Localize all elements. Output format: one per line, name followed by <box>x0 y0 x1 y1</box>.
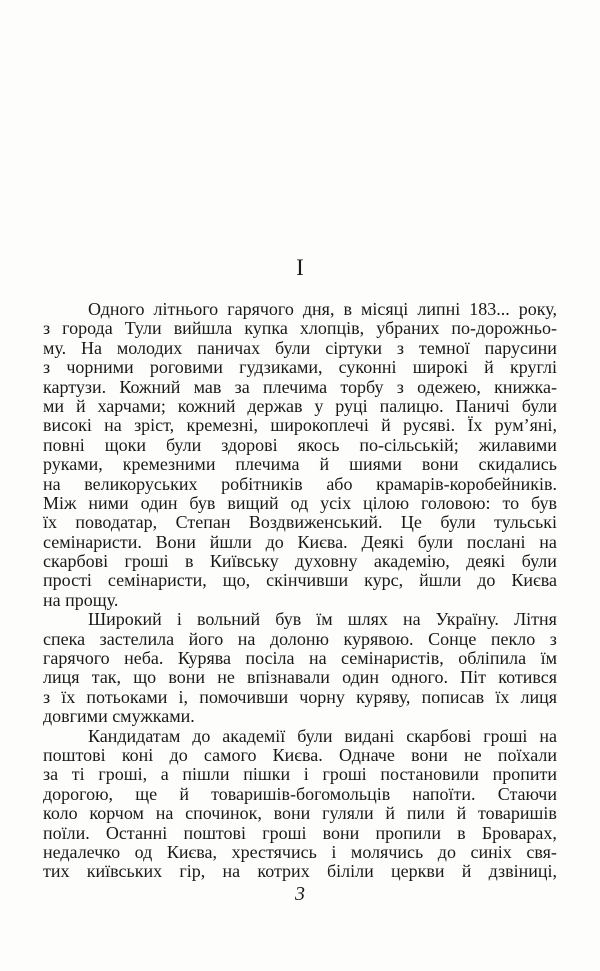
word: Кожний <box>119 376 181 397</box>
word: круглі <box>509 357 557 378</box>
text-line <box>43 668 557 687</box>
word: здорові <box>221 434 278 455</box>
text-line <box>43 843 557 862</box>
word: семінаристи, <box>107 570 207 591</box>
word: вони <box>421 454 459 475</box>
text-line <box>43 300 557 319</box>
word: до <box>477 570 496 591</box>
word: дорогою, <box>43 783 114 804</box>
word: поштові <box>183 822 247 843</box>
word: з <box>549 628 557 649</box>
word: один <box>140 492 178 513</box>
word: Кандидатам <box>88 725 181 746</box>
word: гуляли <box>322 803 374 824</box>
word: поштові <box>43 744 106 765</box>
word: на <box>237 628 256 649</box>
word: шлях <box>347 609 388 630</box>
word: академії <box>222 725 286 746</box>
word: місяці <box>361 299 409 319</box>
text-line <box>43 378 557 397</box>
word: руці <box>335 395 368 416</box>
text-line <box>43 862 557 881</box>
word: до <box>169 744 188 765</box>
word: чорними <box>66 357 134 378</box>
word: на <box>222 861 241 882</box>
text-line <box>43 824 557 843</box>
word: Воздвиженський. <box>248 512 383 533</box>
word: київських <box>86 861 163 882</box>
word: а <box>160 764 169 785</box>
word: палицю. <box>379 395 444 416</box>
word: ми <box>43 395 65 416</box>
word: вищий <box>227 492 279 513</box>
word: в <box>457 822 466 843</box>
word: кожний <box>177 395 236 416</box>
word: не <box>217 667 235 688</box>
word: На <box>80 337 102 358</box>
word: Піт <box>460 667 487 688</box>
word: книжка- <box>494 376 557 397</box>
word: гудзиками, <box>239 357 323 378</box>
word: пекло <box>490 628 536 649</box>
word: деякі <box>466 551 506 572</box>
word: ними <box>88 492 129 513</box>
word: зріст, <box>134 415 175 436</box>
word: у <box>314 395 324 416</box>
word: Стаючи <box>497 783 557 804</box>
word: постановили <box>380 764 479 785</box>
word: од <box>134 841 153 862</box>
text-line <box>43 475 557 494</box>
word: картузи. <box>43 376 107 397</box>
word: широкі <box>412 357 468 378</box>
word: лиця <box>43 667 80 688</box>
word: високі <box>43 415 92 436</box>
word: пили <box>406 803 445 824</box>
word: скидались <box>478 454 557 475</box>
word: були <box>275 337 311 358</box>
word: пропити <box>492 764 557 785</box>
word: держав <box>247 395 303 416</box>
word: спочинок, <box>185 803 262 824</box>
word: посіла <box>245 648 295 669</box>
word: був <box>275 609 302 630</box>
text-line <box>43 785 557 804</box>
word: й <box>461 861 472 882</box>
word: потьоками <box>86 686 168 707</box>
word: повні <box>43 434 85 455</box>
word: один <box>342 667 380 688</box>
word: так, <box>91 667 122 688</box>
word: прості <box>43 570 92 591</box>
word: йшли <box>419 570 462 591</box>
word: були <box>440 512 476 533</box>
word: гір, <box>179 861 206 882</box>
word: на <box>308 648 327 669</box>
word: скінчивши <box>266 570 349 591</box>
word: по-дорожньо- <box>451 318 557 339</box>
chapter-heading: I <box>296 255 304 280</box>
word: й <box>381 415 391 436</box>
word: темної <box>418 337 470 358</box>
word: їх <box>43 512 58 533</box>
word: плечима <box>262 376 328 397</box>
word: до <box>192 725 211 746</box>
word: дня, <box>302 299 335 319</box>
word: на <box>539 725 557 746</box>
word: свя- <box>526 841 557 862</box>
word: були <box>165 434 202 455</box>
word: вольний <box>196 609 261 630</box>
word: і <box>176 609 182 630</box>
word: академію, <box>373 551 450 572</box>
word: русяві. <box>403 415 456 436</box>
word: скарбові <box>406 725 472 746</box>
word: або <box>326 473 353 494</box>
word: куряву, <box>356 686 411 707</box>
word: гарячого <box>227 299 294 319</box>
word: на <box>104 415 122 436</box>
word: що, <box>222 570 251 591</box>
text-line <box>43 533 557 552</box>
word: крамарів-коробейників. <box>376 473 557 494</box>
word: й <box>179 783 189 804</box>
word: біліли <box>326 861 374 882</box>
word: не <box>463 744 482 765</box>
text-line <box>43 804 557 823</box>
text-line <box>43 416 557 435</box>
word: Одного <box>88 299 145 319</box>
word: спека <box>43 628 86 649</box>
word: в <box>343 299 352 319</box>
word: до <box>437 841 456 862</box>
word: головою: <box>421 492 491 513</box>
word: шиями <box>349 454 402 475</box>
word: Києва, <box>166 841 217 862</box>
word: молячись <box>350 841 424 862</box>
word: їм <box>540 648 557 669</box>
word: сіртуки <box>325 337 382 358</box>
word: плечима <box>235 454 300 475</box>
word: його <box>188 628 224 649</box>
word: Україну. <box>435 609 499 630</box>
text-line <box>43 688 557 707</box>
word: їм <box>316 609 333 630</box>
word: лиця <box>520 686 557 707</box>
text-line <box>43 727 557 746</box>
word: Між <box>43 492 77 513</box>
text-line <box>43 552 557 571</box>
word: семінаристи. <box>43 531 142 552</box>
word: на <box>402 609 421 630</box>
word: Степан <box>175 512 231 533</box>
word: цілою <box>363 492 410 513</box>
word: пішки <box>243 764 291 785</box>
word: пропили <box>375 822 441 843</box>
text-line <box>43 436 557 455</box>
word: липні <box>417 299 461 319</box>
word: обліпила <box>458 648 527 669</box>
word: що <box>133 667 157 688</box>
word: за <box>234 376 250 397</box>
word: поводатар, <box>75 512 158 533</box>
word: Паничі <box>455 395 510 416</box>
word: курс, <box>364 570 404 591</box>
word: пописав <box>421 686 485 707</box>
word: був <box>189 492 216 513</box>
word: рум’яні, <box>494 415 557 436</box>
word: неба. <box>124 648 164 669</box>
word: скарбові <box>43 551 109 572</box>
word: з <box>396 376 404 397</box>
word: коло <box>43 803 78 824</box>
word: напоїти. <box>412 783 476 804</box>
word: Броварах, <box>481 822 557 843</box>
word: купка <box>244 318 288 339</box>
word: в <box>185 551 194 572</box>
word: з <box>396 337 404 358</box>
word: одежею, <box>417 376 481 397</box>
word: був <box>531 492 557 513</box>
word: церкви <box>390 861 445 882</box>
word: й <box>385 803 396 824</box>
word: котився <box>498 667 557 688</box>
word: хрестячись <box>231 841 317 862</box>
text-line <box>43 339 557 358</box>
word: поїхали <box>497 744 557 765</box>
word: роговими <box>149 357 223 378</box>
word: помочивши <box>199 686 289 707</box>
word: вони <box>322 822 360 843</box>
word: з <box>43 357 51 378</box>
word: Курява <box>177 648 232 669</box>
word: Одначе <box>339 744 395 765</box>
text-line: на прощу. <box>43 589 119 610</box>
text-line <box>43 397 557 416</box>
word: з <box>43 686 51 707</box>
word: якось <box>297 434 340 455</box>
word: Це <box>400 512 422 533</box>
word: гроші <box>262 822 307 843</box>
word: з <box>43 318 51 339</box>
word: Тули <box>124 318 162 339</box>
word: товаришів-богомольців <box>211 783 391 804</box>
word: на <box>43 473 61 494</box>
word: самого <box>203 744 257 765</box>
word: пішли <box>182 764 230 785</box>
word: гроші <box>124 551 169 572</box>
text-line <box>43 765 557 784</box>
word: гроші, <box>98 764 148 785</box>
word: літнього <box>153 299 219 319</box>
word: недалечко <box>43 841 121 862</box>
word: руками, <box>43 454 103 475</box>
word: їх <box>495 686 510 707</box>
word: корчом <box>89 803 144 824</box>
word: щоки <box>104 434 146 455</box>
word: котрих <box>257 861 310 882</box>
word: мав <box>193 376 222 397</box>
word: впізнавали <box>247 667 330 688</box>
word: і, <box>178 686 189 707</box>
word: одного. <box>391 667 448 688</box>
text-line: довгими смужками. <box>43 706 195 727</box>
text-line <box>43 610 557 629</box>
word: були <box>297 725 333 746</box>
word: за <box>43 764 59 785</box>
word: семінаристів, <box>341 648 444 669</box>
word: 183... <box>469 299 510 319</box>
word: були <box>521 551 557 572</box>
word: молодих <box>116 337 183 358</box>
word: усіх <box>320 492 352 513</box>
word: суконні <box>338 357 397 378</box>
word: і <box>303 764 309 785</box>
text-line <box>43 746 557 765</box>
text-line <box>43 455 557 474</box>
word: на <box>155 803 174 824</box>
text-line <box>43 494 557 513</box>
word: торбу <box>340 376 384 397</box>
word: Києва. <box>297 531 348 552</box>
word: жилавими <box>478 434 557 455</box>
word: товаришів <box>478 803 557 824</box>
word: послані <box>466 531 526 552</box>
word: вони <box>273 803 311 824</box>
word: видані <box>344 725 395 746</box>
word: ті <box>71 764 85 785</box>
word: дзвіниці, <box>488 861 557 882</box>
word: поїли. <box>43 822 90 843</box>
word: духовну <box>294 551 358 572</box>
word: Вони <box>155 531 196 552</box>
text-line <box>43 649 557 668</box>
word: парусини <box>484 337 557 358</box>
word: курявою. <box>343 628 414 649</box>
word: й <box>484 357 494 378</box>
body-text <box>43 300 557 882</box>
word: року, <box>518 299 557 319</box>
word: йшли <box>209 531 252 552</box>
word: широкоплечі <box>270 415 369 436</box>
word: хлопців, <box>299 318 365 339</box>
text-line <box>43 571 557 590</box>
word: й <box>319 454 330 475</box>
word: гроші <box>483 725 528 746</box>
word: харчами; <box>97 395 166 416</box>
word: Києва. <box>272 744 323 765</box>
text-line <box>43 513 557 532</box>
word: Літня <box>513 609 557 630</box>
word: тульські <box>494 512 557 533</box>
word: їх <box>61 686 76 707</box>
word: синіх <box>470 841 512 862</box>
word: коні <box>121 744 154 765</box>
word: Києва <box>511 570 557 591</box>
word: тих <box>43 861 70 882</box>
word: Київську <box>209 551 279 572</box>
page-number: 3 <box>295 883 305 905</box>
word: города <box>62 318 113 339</box>
word: гроші <box>322 764 367 785</box>
word: му. <box>43 337 67 358</box>
word: гарячого <box>43 648 110 669</box>
word: од <box>290 492 309 513</box>
word: були <box>521 395 557 416</box>
word: були <box>417 531 454 552</box>
word: Деякі <box>361 531 404 552</box>
word: Сонце <box>428 628 477 649</box>
word: Їх <box>467 415 483 436</box>
word: робітників <box>221 473 303 494</box>
word: кремезні, <box>186 415 259 436</box>
word: застелила <box>99 628 175 649</box>
word: Широкий <box>88 609 162 630</box>
word: паничах <box>197 337 261 358</box>
word: й <box>75 395 86 416</box>
word: вони <box>411 744 448 765</box>
word: на <box>539 531 557 552</box>
word: кремезними <box>122 454 216 475</box>
word: то <box>502 492 520 513</box>
word: убраних <box>376 318 440 339</box>
word: долоню <box>269 628 329 649</box>
word: до <box>265 531 284 552</box>
word: по-сільській; <box>359 434 459 455</box>
text-line <box>43 630 557 649</box>
text-line <box>43 319 557 338</box>
word: вийшла <box>173 318 233 339</box>
word: й <box>456 803 467 824</box>
text-line <box>43 358 557 377</box>
word: великоруських <box>84 473 198 494</box>
word: Останні <box>105 822 168 843</box>
word: чорну <box>299 686 345 707</box>
word: вони <box>168 667 205 688</box>
word: і <box>331 841 337 862</box>
word: ще <box>135 783 158 804</box>
